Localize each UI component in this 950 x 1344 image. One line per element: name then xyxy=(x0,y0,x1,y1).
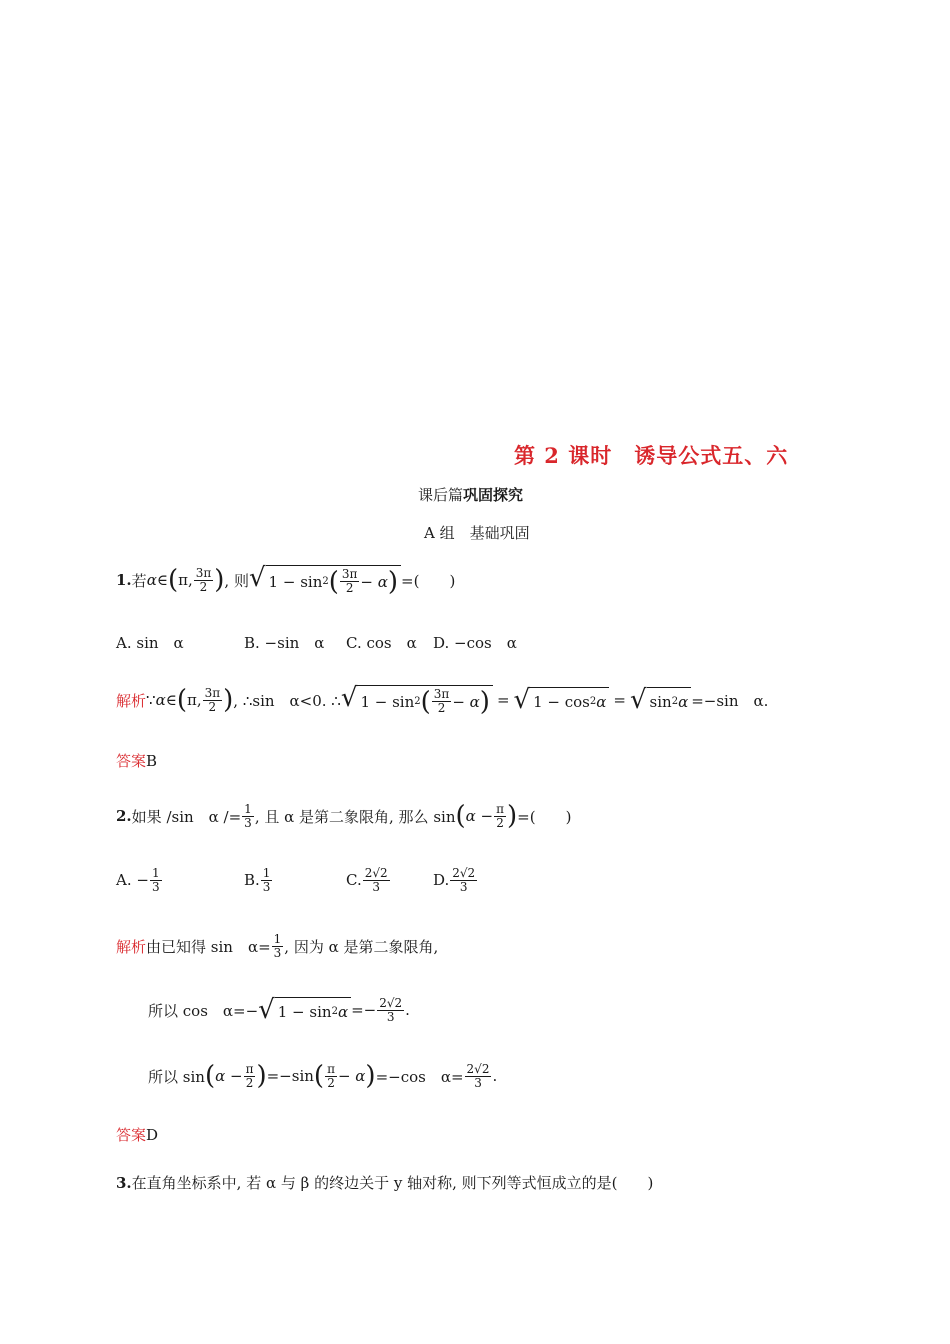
analysis-2-line-3: 所以 sin ( α − $\frac{\pi}{2}$ ) =−sin ( $\frac{\pi}{2}$ − α ) =−cos α= $\frac{2√2}{3}$ . xyxy=(148,1061,498,1091)
question-2: 2. 如果 /sin α /= $\frac{1}{3}$ , 且 α 是第二象限角, 那么 sin ( α − $\frac{\pi}{2}$ ) =( ) xyxy=(116,801,572,831)
in-symbol: ∈ xyxy=(156,571,168,589)
radical: √ 1 − cos 2 α xyxy=(514,687,610,713)
because-symbol: ∵ xyxy=(146,691,156,709)
analysis-label: 解析 xyxy=(116,691,147,710)
answer-2 xyxy=(116,1124,158,1145)
analysis-2: 解析 由已知得 sin α= $\frac{1}{3}$ , 因为 α 是第二象限角, xyxy=(116,931,439,960)
question-number: 1. xyxy=(116,571,132,589)
analysis-1: 解析 ∵ α ∈ ( π, $\frac{3\pi}{2}$ ) , ∴sin α<0. ∴ √ 1 − sin 2 ( $\frac{3\pi}{2}$ − α ) = √ 1 − cos 2 α = √ sin 2 α =−sin α. xyxy=(116,683,769,717)
option-d: D. −cos α xyxy=(433,634,517,652)
paren-left: ( xyxy=(167,565,179,595)
section-heading xyxy=(418,484,523,505)
analysis-label: 解析 xyxy=(116,937,147,956)
option-b: B. $\frac{1}{3}$ xyxy=(244,865,271,894)
question-3 xyxy=(116,1172,653,1193)
option-a: A. − $\frac{1}{3}$ xyxy=(116,865,160,894)
option-b: B. −sin α xyxy=(244,634,325,652)
option-c: C. $\frac{2√2}{3}$ xyxy=(346,865,388,894)
group-heading: A 组 基础巩固 xyxy=(424,524,530,542)
option-a: A. sin α xyxy=(116,634,184,652)
fraction: $\frac{3\pi}{2}$ xyxy=(195,565,212,594)
alpha-symbol: α xyxy=(146,571,157,589)
answer-value: B xyxy=(146,752,158,770)
answer-blank: =( ) xyxy=(401,571,456,590)
question-number: 3. xyxy=(116,1174,132,1192)
answer-value: D xyxy=(146,1126,159,1144)
section-label-bold: 巩固探究 xyxy=(463,486,524,504)
q1-text: 若 xyxy=(131,571,147,590)
option-c: C. cos α xyxy=(346,634,417,652)
answer-label: 答案 xyxy=(116,1126,147,1144)
page-title: 第 2 课时 诱导公式五、六 xyxy=(514,443,789,468)
radical: √ 1 − sin 2 ( $\frac{3\pi}{2}$ − α ) xyxy=(249,565,401,595)
q3-text: 在直角坐标系中, 若 α 与 β 的终边关于 y 轴对称, 则下列等式恒成立的是( ) xyxy=(131,1174,654,1192)
section-label: 课后篇 xyxy=(418,486,464,504)
analysis-2-line-2: 所以 cos α=− √ 1 − sin 2 α =− $\frac{2√2}{3}$ . xyxy=(148,995,410,1025)
radical: √ sin 2 α xyxy=(630,687,691,713)
answer-label: 答案 xyxy=(116,752,147,770)
answer-1 xyxy=(116,750,157,771)
paren-right: ) xyxy=(214,565,225,595)
pi-symbol: π, xyxy=(178,571,193,589)
question-1 xyxy=(116,558,455,602)
option-d: D. $\frac{2√2}{3}$ xyxy=(433,865,476,894)
question-number: 2. xyxy=(116,807,132,825)
radical: √ 1 − sin 2 ( $\frac{3\pi}{2}$ − α ) xyxy=(341,685,493,715)
q1-text-mid: , 则 xyxy=(224,571,249,590)
